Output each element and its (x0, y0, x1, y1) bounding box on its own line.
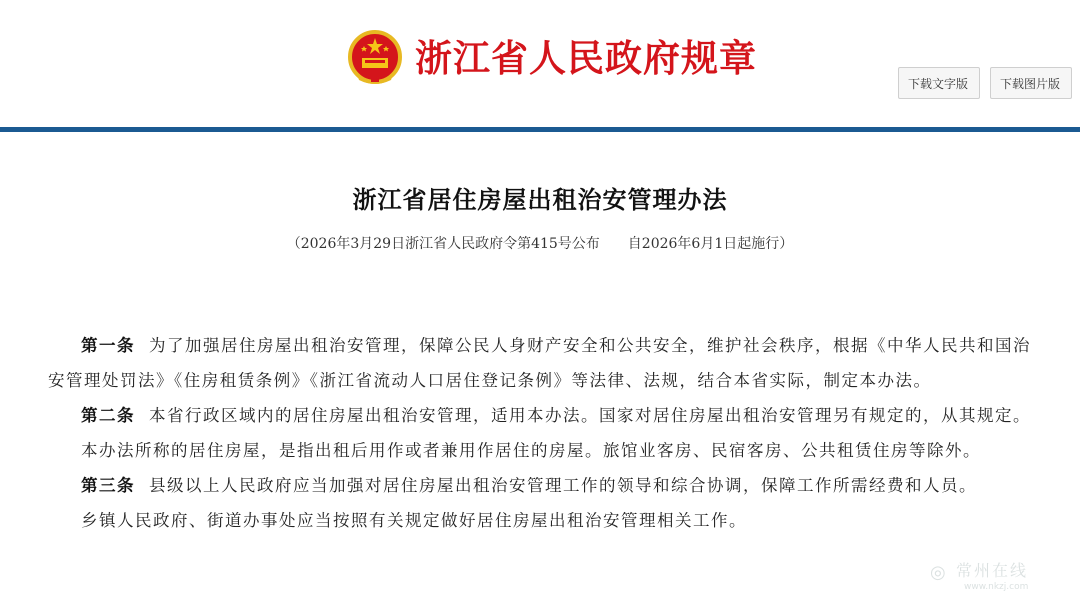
site-header (0, 0, 1080, 130)
article-label: 第三条 (81, 476, 135, 495)
article-paragraph (48, 433, 1033, 468)
article-paragraph (48, 398, 1033, 433)
download-text-button[interactable]: 下载文字版 (898, 67, 980, 99)
article-label: 第一条 (81, 336, 135, 355)
download-image-button[interactable]: 下载图片版 (990, 67, 1072, 99)
article-label: 第二条 (81, 406, 135, 425)
watermark-logo-icon: ◎ (930, 562, 946, 583)
article-paragraph (48, 503, 1033, 538)
article-paragraph (48, 328, 1033, 398)
document-subtitle: （2026年3月29日浙江省人民政府令第415号公布 自2026年6月1日起施行） (286, 236, 794, 252)
article-text: 乡镇人民政府、街道办事处应当按照有关规定做好居住房屋出租治安管理相关工作。 (81, 511, 747, 530)
article-text: 本省行政区域内的居住房屋出租治安管理，适用本办法。国家对居住房屋出租治安管理另有规定的，从其规定。 (149, 406, 1031, 425)
article-text: 为了加强居住房屋出租治安管理，保障公民人身财产安全和公共安全，维护社会秩序，根据《中华人民共和国治安管理处罚法》《住房租赁条例》《浙江省流动人口居住登记条例》等法律、法规，结合本省实际，制定本办法。 (48, 336, 1031, 390)
watermark-text: 常州在线 (956, 561, 1029, 580)
watermark (930, 556, 1070, 600)
header-divider (0, 127, 1080, 132)
article-paragraph (48, 468, 1033, 503)
document-title: 浙江省居住房屋出租治安管理办法 (352, 185, 728, 214)
watermark-url: www.nkzj.com (964, 582, 1029, 592)
document-body (48, 328, 1033, 538)
article-text: 本办法所称的居住房屋，是指出租后用作或者兼用作居住的房屋。旅馆业客房、民宿客房、公共租赁住房等除外。 (81, 441, 981, 460)
national-emblem-icon (347, 30, 403, 88)
site-title: 浙江省人民政府规章 (415, 36, 757, 80)
article-text: 县级以上人民政府应当加强对居住房屋出租治安管理工作的领导和综合协调，保障工作所需经费和人员。 (149, 476, 977, 495)
